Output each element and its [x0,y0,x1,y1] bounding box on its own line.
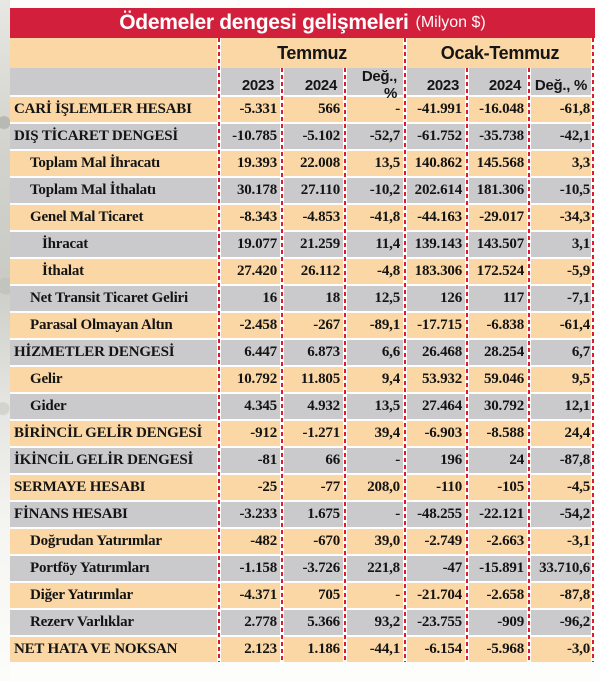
cell-value: -17.715 [417,317,462,333]
row-label: İKİNCİL GELİR DENGESİ [14,452,194,468]
cell-value: -3.233 [239,506,277,522]
cell-value: -3,0 [567,641,590,657]
balance-of-payments-table [10,8,595,662]
cell-value: 11.805 [300,371,340,387]
row-label: DIŞ TİCARET DENGESİ [14,128,179,144]
cell-value: 5.366 [307,614,340,630]
cell-value: -41.991 [417,101,462,117]
column-separator [217,38,221,662]
cell-value: -48.255 [417,506,462,522]
row-label: Toplam Mal İhracatı [30,155,160,171]
cell-value: -25 [257,479,277,495]
cell-value: -4.853 [302,209,340,225]
cell-value: -10,5 [559,182,590,198]
row-label: BİRİNCİL GELİR DENGESİ [14,425,203,441]
column-header-temmuz-2023: 2023 [241,76,274,94]
cell-value: -21.704 [417,587,462,603]
column-separator [465,68,469,662]
column-separator [527,68,531,662]
cell-value: 4.345 [244,398,277,414]
row-label: Diğer Yatırımlar [30,587,134,603]
cell-value: 566 [318,101,340,117]
cell-value: -44,1 [369,641,400,657]
table-row [10,502,595,527]
cell-value: 39,0 [374,533,400,549]
cell-value: -35.738 [479,128,524,144]
cell-value: 3,1 [571,236,590,252]
row-label: FİNANS HESABI [14,506,128,522]
cell-value: -10.785 [232,128,277,144]
cell-value: -96,2 [559,614,590,630]
cell-value: -61,8 [559,101,590,117]
row-label: Parasal Olmayan Altın [30,317,173,333]
cell-value: -52,7 [369,128,400,144]
table-row [10,124,595,149]
cell-value: 139.143 [414,236,462,252]
column-header-ocak-temmuz-change: Değ., % [534,76,587,94]
cell-value: 21.259 [299,236,340,252]
background-photo-strip [0,0,10,681]
row-label: SERMAYE HESABI [14,479,146,495]
cell-value: 18 [325,290,340,306]
row-label: NET HATA VE NOKSAN [14,641,178,657]
cell-value: 16 [262,290,277,306]
cell-value: -1.271 [302,425,340,441]
group-label-ocak-temmuz: Ocak-Temmuz [440,42,560,63]
cell-value: 208,0 [367,479,400,495]
cell-value: -670 [313,533,340,549]
cell-value: -16.048 [479,101,524,117]
cell-value: 6.447 [244,344,277,360]
cell-value: 126 [440,290,462,306]
cell-value: -2.658 [486,587,524,603]
column-separator [343,68,347,662]
column-header-ocak-temmuz-2023: 2023 [426,76,459,94]
table-row [10,583,595,608]
cell-value: -87,8 [559,587,590,603]
cell-value: -4,5 [567,479,590,495]
cell-value: -34,3 [559,209,590,225]
cell-value: 2.778 [244,614,277,630]
cell-value: -110 [436,479,462,495]
table-row [10,151,595,176]
table-row [10,556,595,581]
column-separator [403,38,407,662]
cell-value: -267 [313,317,340,333]
row-label: HİZMETLER DENGESİ [14,344,175,360]
row-label: Doğrudan Yatırımlar [30,533,162,549]
cell-value: 30.792 [483,398,524,414]
row-label: Gider [30,398,67,414]
cell-value: -5.102 [302,128,340,144]
cell-value: 6,6 [381,344,400,360]
table-body [10,97,595,662]
cell-value: -909 [497,614,524,630]
table-row [10,259,595,284]
cell-value: - [395,452,400,468]
cell-value: 3,3 [571,155,590,171]
row-label: Gelir [30,371,63,387]
cell-value: -61.752 [417,128,462,144]
cell-value: -47 [442,560,462,576]
cell-value: -8.588 [486,425,524,441]
column-separator [280,68,284,662]
column-header-temmuz-change: Değ., % [361,68,397,102]
table-row [10,205,595,230]
table-unit-label: (Milyon $) [415,14,486,31]
cell-value: -10,2 [369,182,400,198]
table-row [10,394,595,419]
cell-value: 12,1 [564,398,590,414]
cell-value: 9,5 [571,371,590,387]
table-row [10,232,595,257]
cell-value: -6.838 [486,317,524,333]
cell-value: 11,4 [375,236,400,252]
cell-value: 183.306 [414,263,462,279]
cell-value: 172.524 [476,263,524,279]
cell-value: 24,4 [564,425,590,441]
table-row [10,367,595,392]
cell-value: -6.154 [424,641,462,657]
cell-value: -89,1 [369,317,400,333]
cell-value: -44.163 [417,209,462,225]
cell-value: 10.792 [236,371,277,387]
table-row [10,637,595,662]
row-label: Rezerv Varlıklar [30,614,134,630]
cell-value: -8.343 [239,209,277,225]
cell-value: 202.614 [414,182,462,198]
cell-value: -2.749 [424,533,462,549]
cell-value: -4,8 [377,263,400,279]
cell-value: - [395,506,400,522]
table-row [10,313,595,338]
cell-value: 12,5 [374,290,400,306]
cell-value: 117 [502,290,524,306]
cell-value: -2.458 [239,317,277,333]
cell-value: 221,8 [367,560,400,576]
cell-value: 13,5 [374,398,400,414]
row-label: Genel Mal Ticaret [30,209,144,225]
cell-value: -482 [250,533,277,549]
cell-value: 27.464 [421,398,462,414]
column-header-temmuz-2024: 2024 [304,76,337,94]
cell-value: 24 [509,452,524,468]
cell-value: -1.158 [239,560,277,576]
table-row [10,421,595,446]
table-row [10,529,595,554]
cell-value: 53.932 [421,371,462,387]
column-header-ocak-temmuz-2024: 2024 [488,76,521,94]
cell-value: -3.726 [302,560,340,576]
cell-value: 93,2 [374,614,400,630]
cell-value: 26.112 [300,263,340,279]
cell-value: 2.123 [244,641,277,657]
cell-value: -3,1 [567,533,590,549]
cell-value: - [395,101,400,117]
cell-value: -22.121 [479,506,524,522]
table-row [10,340,595,365]
cell-value: -2.663 [486,533,524,549]
table-title-bar [10,8,595,38]
cell-value: 9,4 [381,371,400,387]
row-label: İhracat [42,236,89,252]
cell-value: 66 [325,452,340,468]
cell-value: 13,5 [374,155,400,171]
cell-value: -4.371 [239,587,277,603]
cell-value: 28.254 [483,344,524,360]
cell-value: 22.008 [299,155,340,171]
cell-value: 19.077 [236,236,277,252]
row-label: Toplam Mal İthalatı [30,182,156,198]
cell-value: -5.331 [239,101,277,117]
cell-value: -23.755 [417,614,462,630]
cell-value: -105 [497,479,524,495]
cell-value: 6,7 [571,344,590,360]
cell-value: 19.393 [236,155,277,171]
column-group-header-row [10,38,595,68]
cell-value: -87,8 [559,452,590,468]
cell-value: 196 [440,452,462,468]
row-label: Net Transit Ticaret Geliri [30,290,188,306]
cell-value: 59.046 [483,371,524,387]
cell-value: 6.873 [307,344,340,360]
row-label: CARİ İŞLEMLER HESABI [14,101,192,117]
cell-value: 26.468 [421,344,462,360]
cell-value: 30.178 [236,182,277,198]
cell-value: -77 [320,479,340,495]
cell-value: 27.110 [300,182,340,198]
column-separator [591,38,595,662]
group-label-temmuz: Temmuz [277,42,347,63]
cell-value: -41,8 [369,209,400,225]
row-label: İthalat [42,263,84,279]
cell-value: 33.710,6 [539,560,590,576]
cell-value: -15.891 [479,560,524,576]
cell-value: 140.862 [414,155,462,171]
table-row [10,97,595,122]
table-row [10,475,595,500]
cell-value: 1.675 [307,506,340,522]
table-row [10,448,595,473]
table-row [10,178,595,203]
cell-value: -5.968 [486,641,524,657]
cell-value: -61,4 [559,317,590,333]
table-row [10,610,595,635]
cell-value: -54,2 [559,506,590,522]
cell-value: -42,1 [559,128,590,144]
table-row [10,286,595,311]
cell-value: -81 [257,452,277,468]
row-label: Portföy Yatırımları [30,560,150,576]
cell-value: 4.932 [307,398,340,414]
table-title: Ödemeler dengesi gelişmeleri [119,11,409,34]
cell-value: 145.568 [476,155,524,171]
cell-value: 1.186 [307,641,340,657]
cell-value: -6.903 [424,425,462,441]
cell-value: - [395,587,400,603]
cell-value: 39,4 [374,425,400,441]
cell-value: -912 [250,425,277,441]
cell-value: 143.507 [476,236,524,252]
cell-value: -29.017 [479,209,524,225]
cell-value: -5,9 [567,263,590,279]
cell-value: 27.420 [236,263,277,279]
cell-value: -7,1 [567,290,590,306]
cell-value: 705 [318,587,340,603]
column-header-row [10,68,595,102]
cell-value: 181.306 [476,182,524,198]
